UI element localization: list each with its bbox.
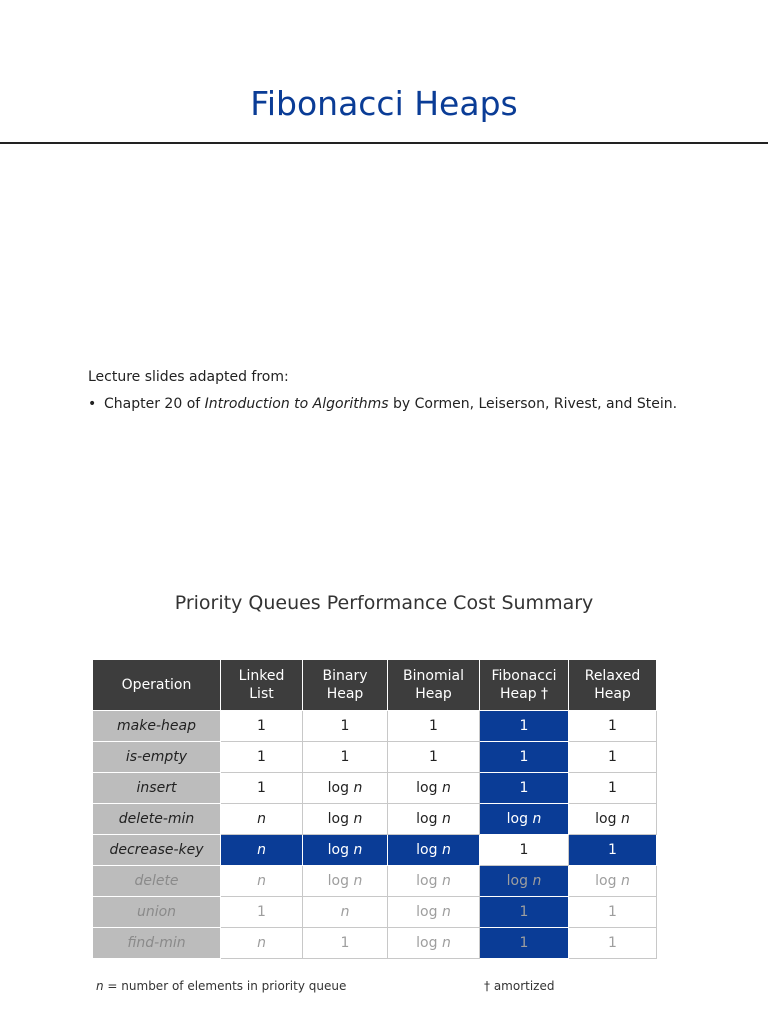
cost-value: log — [595, 873, 621, 889]
cost-value: 1 — [340, 749, 350, 765]
column-header-line: Heap — [594, 686, 631, 702]
operation-cell: delete — [93, 866, 221, 897]
cost-cell — [221, 742, 303, 773]
bullet-icon: • — [88, 396, 97, 412]
cost-cell — [303, 835, 388, 866]
column-header — [388, 660, 480, 711]
cost-cell — [480, 897, 569, 928]
column-header — [221, 660, 303, 711]
cost-cell — [303, 711, 388, 742]
cost-cell — [569, 835, 657, 866]
cost-variable: n — [353, 842, 363, 858]
cost-cell — [221, 835, 303, 866]
cost-value: 1 — [608, 780, 617, 796]
cost-cell — [221, 804, 303, 835]
cost-cell — [388, 928, 480, 959]
table-row — [93, 773, 657, 804]
cost-cell — [221, 897, 303, 928]
cost-value: log — [416, 811, 442, 827]
cost-value: 1 — [608, 904, 617, 920]
table-body — [93, 711, 657, 959]
operation-cell: insert — [93, 773, 221, 804]
cost-variable: n — [257, 935, 266, 951]
cost-cell — [303, 773, 388, 804]
cost-cell — [569, 773, 657, 804]
source-intro: Lecture slides adapted from: — [88, 369, 289, 385]
cost-value: log — [327, 873, 354, 889]
operation-cell: union — [93, 897, 221, 928]
cost-value: log — [416, 873, 442, 889]
operation-cell: make-heap — [93, 711, 221, 742]
column-header — [569, 660, 657, 711]
cost-variable: n — [257, 842, 266, 858]
footnote-n-desc: = number of elements in priority queue — [103, 979, 347, 993]
cost-variable: n — [620, 811, 630, 827]
cost-value: 1 — [429, 749, 438, 765]
cost-value: 1 — [608, 842, 617, 858]
title-divider — [0, 142, 768, 144]
cost-value: 1 — [608, 749, 617, 765]
cost-value: log — [506, 811, 533, 827]
cost-value: log — [416, 842, 442, 858]
table-row — [93, 928, 657, 959]
column-header-line: Heap † — [499, 686, 549, 702]
book-title: Introduction to Algorithms — [204, 396, 389, 412]
source-item-prefix: Chapter 20 of — [104, 396, 205, 412]
cost-cell — [480, 742, 569, 773]
table-row — [93, 897, 657, 928]
cost-value: 1 — [519, 749, 529, 765]
cost-cell — [388, 835, 480, 866]
cost-value: 1 — [257, 718, 266, 734]
cost-value: 1 — [519, 904, 529, 920]
cost-value: log — [416, 904, 442, 920]
table-row — [93, 835, 657, 866]
cost-value: 1 — [257, 904, 266, 920]
table-row — [93, 866, 657, 897]
cost-cell — [480, 804, 569, 835]
column-header-line: Relaxed — [584, 668, 641, 684]
cost-value: 1 — [608, 718, 617, 734]
table-row — [93, 711, 657, 742]
cost-cell — [303, 928, 388, 959]
cost-cell — [480, 711, 569, 742]
cost-cell — [221, 711, 303, 742]
cost-variable: n — [353, 873, 363, 889]
cost-value: 1 — [429, 718, 438, 734]
operation-cell: is-empty — [93, 742, 221, 773]
source-list — [88, 396, 677, 412]
cost-cell — [569, 897, 657, 928]
cost-value: 1 — [340, 935, 350, 951]
cost-summary-table — [92, 659, 657, 959]
cost-variable: n — [441, 904, 451, 920]
cost-cell — [569, 711, 657, 742]
cost-variable: n — [620, 873, 630, 889]
column-header-line: List — [249, 686, 274, 702]
cost-cell — [303, 742, 388, 773]
table-header-row — [93, 660, 657, 711]
cost-value: log — [506, 873, 533, 889]
column-header — [303, 660, 388, 711]
cost-variable: n — [340, 904, 350, 920]
cost-cell — [388, 804, 480, 835]
cost-cell — [388, 742, 480, 773]
column-header-line: Linked — [238, 668, 285, 684]
cost-variable: n — [532, 811, 542, 827]
cost-value: log — [327, 780, 354, 796]
operation-cell: delete-min — [93, 804, 221, 835]
cost-variable: n — [441, 811, 451, 827]
operation-cell: decrease-key — [93, 835, 221, 866]
footnote-n — [96, 979, 346, 993]
cost-value: 1 — [519, 842, 529, 858]
cost-cell — [388, 711, 480, 742]
cost-cell — [480, 928, 569, 959]
column-header — [93, 660, 221, 711]
cost-variable: n — [353, 811, 363, 827]
table-title: Priority Queues Performance Cost Summary — [174, 592, 594, 614]
cost-variable: n — [532, 873, 542, 889]
cost-cell — [569, 866, 657, 897]
column-header-line: Binary — [322, 668, 368, 684]
cost-value: log — [327, 842, 354, 858]
cost-cell — [388, 866, 480, 897]
cost-value: 1 — [519, 935, 529, 951]
table-row — [93, 742, 657, 773]
cost-cell — [388, 773, 480, 804]
cost-cell — [221, 928, 303, 959]
cost-cell — [303, 897, 388, 928]
cost-cell — [480, 773, 569, 804]
cost-cell — [303, 804, 388, 835]
cost-value: log — [416, 780, 442, 796]
cost-cell — [221, 866, 303, 897]
cost-value: 1 — [608, 935, 617, 951]
cost-value: 1 — [340, 718, 350, 734]
footnote-n-symbol: n — [96, 979, 104, 993]
cost-cell — [221, 773, 303, 804]
column-header-line: Binomial — [403, 668, 464, 684]
operation-cell: find-min — [93, 928, 221, 959]
cost-variable: n — [257, 811, 266, 827]
cost-value: log — [595, 811, 621, 827]
source-item — [88, 396, 677, 412]
table-row — [93, 804, 657, 835]
column-header-line: Fibonacci — [491, 668, 557, 684]
cost-value: log — [416, 935, 442, 951]
slide-title: Fibonacci Heaps — [250, 84, 518, 123]
cost-variable: n — [441, 780, 451, 796]
cost-variable: n — [257, 873, 266, 889]
cost-cell — [569, 804, 657, 835]
cost-variable: n — [441, 873, 451, 889]
cost-value: log — [327, 811, 354, 827]
footnote-amortized: † amortized — [484, 979, 555, 993]
source-item-suffix: by Cormen, Leiserson, Rivest, and Stein. — [388, 396, 678, 412]
cost-value: 1 — [257, 749, 266, 765]
cost-cell — [480, 866, 569, 897]
cost-cell — [569, 928, 657, 959]
cost-cell — [480, 835, 569, 866]
cost-cell — [569, 742, 657, 773]
column-header-line: Heap — [326, 686, 364, 702]
cost-variable: n — [353, 780, 363, 796]
cost-cell — [303, 866, 388, 897]
column-header — [480, 660, 569, 711]
column-header-line: Heap — [415, 686, 452, 702]
cost-value: 1 — [257, 780, 266, 796]
cost-value: 1 — [519, 780, 529, 796]
cost-variable: n — [441, 842, 451, 858]
cost-cell — [388, 897, 480, 928]
cost-value: 1 — [519, 718, 529, 734]
column-header-line: Operation — [121, 677, 192, 693]
cost-variable: n — [441, 935, 451, 951]
